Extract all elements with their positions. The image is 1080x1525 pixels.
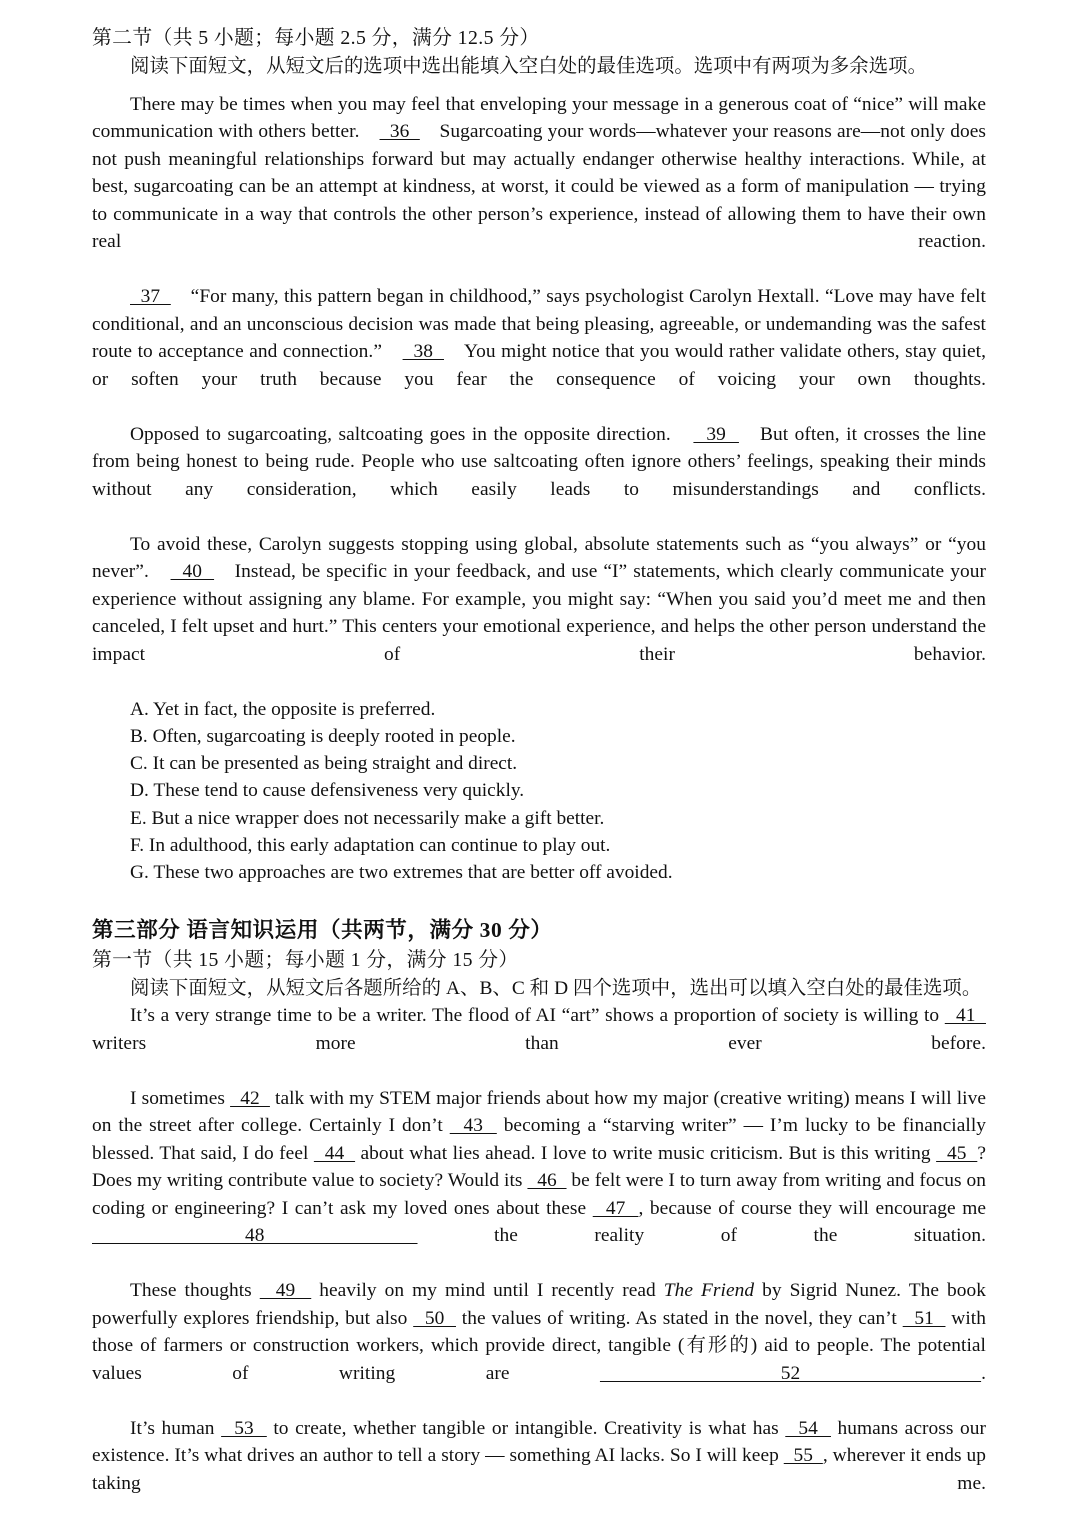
option-item-d: D. These tend to cause defensiveness very quickly. — [130, 780, 525, 802]
answer-blank-41: 41 — [944, 1005, 986, 1027]
answer-blank-36: 36 — [379, 121, 420, 142]
passage-paragraph-4: To avoid these, Carolyn suggests stopping using global, absolute statements such as “you always” or “you never”. 40 Instead, be specific in your feedback, and use “I” statements, which clearly communicate your experience without assigning any blame. For example, you might say: “When you said you’d meet me and then canceled, I felt upset and hurt.” This centers your emotional experience, and helps the other person understand the impact of their behavior. — [92, 533, 986, 665]
answer-blank-51: 51 — [902, 1307, 946, 1329]
answer-blank-47: 47 — [592, 1197, 639, 1219]
answer-blank-40: 40 — [170, 561, 215, 582]
passage-paragraph-1: There may be times when you may feel that enveloping your message in a generous coat of “nice” will make communication with others better. 36 Sugarcoating your words—whatever your reasons are—not only does not push meaningful relationships forward but may actually endanger otherwise healthy interactions. While, at best, sugarcoating can be an attempt at kindness, at worst, it could be viewed as a form of manipulation — trying to communicate in a way that controls the other person’s experience, instead of allowing them to have their own real reaction. — [92, 93, 986, 252]
answer-blank-45: 45 — [936, 1142, 978, 1164]
part-three-instruction: 阅读下面短文，从短文后各题所给的 A、B、C 和 D 四个选项中，选出可以填入空白处的最佳选项。 — [130, 977, 982, 999]
answer-blank-44: 44 — [313, 1142, 356, 1164]
section-two-instruction: 阅读下面短文，从短文后的选项中选出能填入空白处的最佳选项。选项中有两项为多余选项。 — [130, 56, 928, 77]
cloze-paragraph-4 — [92, 1415, 986, 1525]
book-title: The Friend — [663, 1280, 755, 1302]
answer-blank-38: 38 — [402, 341, 444, 362]
answer-blank-50: 50 — [413, 1307, 456, 1329]
cloze-text-segment: I sometimes 42 talk with my STEM major friends about how my major (creative writing) means I will live on the street after college. Certainly I don’t 43 becoming a “starving writer” — I’m lucky to be financially blessed. That said, I do feel 44 about what lies ahead. I love to write music criticism. But is this writing 45 ? Does my writing contribute value to society? Would its 46 be felt were I to turn away from writing and focus on coding or engineering? I can’t ask my loved ones about these 47 , because of course they will encourage me 48 the reality of the situation. — [92, 1087, 986, 1247]
passage-paragraph-3: Opposed to sugarcoating, saltcoating goes in the opposite direction. 39 But often, it crosses the line from being honest to being rude. People who use saltcoating often ignore others’ feelings, speaking their minds without any consideration, which easily leads to misunderstandings and conflicts. — [92, 423, 986, 500]
section-two-heading: 第二节（共 5 小题；每小题 2.5 分，满分 12.5 分） — [92, 27, 540, 49]
answer-blank-46: 46 — [527, 1170, 567, 1192]
spacer — [92, 81, 986, 91]
answer-blank-37: 37 — [130, 286, 171, 307]
passage-paragraph-2: 37 “For many, this pattern began in childhood,” says psychologist Carolyn Hextall. “Love may have felt conditional, and an unconscious decision was made that being pleasing, agreeable, or undemanding was the safest route to acceptance and connection.” 38 You might notice that you would rather validate others, stay quiet, or soften your truth because you fear the consequence of voicing your own thoughts. — [92, 286, 986, 390]
answer-blank-49: 49 — [259, 1280, 312, 1302]
option-item-g: G. These two approaches are two extremes that are better off avoided. — [130, 862, 673, 884]
spacer — [92, 887, 986, 915]
page-content — [92, 24, 986, 1525]
option-item-a: A. Yet in fact, the opposite is preferred. — [130, 698, 436, 720]
cloze-text-segment: These thoughts 49 heavily on my mind until I recently read — [130, 1280, 664, 1302]
cloze-paragraph-1 — [92, 1002, 986, 1085]
answer-blank-52: 52 — [599, 1362, 982, 1384]
cloze-text-segment: It’s human 53 to create, whether tangible or intangible. Creativity is what has 54 humans across our existence. It’s what drives an author to tell a story — something AI lacks. So I will keep 55 , wherever it ends up taking me. — [92, 1417, 986, 1494]
answer-blank-42: 42 — [230, 1087, 270, 1109]
cloze-paragraph-3 — [92, 1277, 986, 1415]
option-item-c: C. It can be presented as being straight and direct. — [130, 753, 518, 775]
cloze-text-segment: by Sigrid Nunez. The book powerfully explores friendship, but also 50 the values of writing. As stated in the novel, they can’t 51 with those of farmers or construction workers, which provide direct, tangible (有形的) aid to people. The potential values of writing are 52 . — [92, 1280, 986, 1384]
answer-blank-39: 39 — [693, 423, 739, 445]
answer-blank-48: 48 — [92, 1225, 418, 1247]
cloze-paragraph-2 — [92, 1085, 986, 1278]
answer-blank-43: 43 — [449, 1115, 497, 1137]
answer-blank-53: 53 — [221, 1417, 267, 1439]
part-three-heading: 第三部分 语言知识运用（共两节，满分 30 分） — [92, 917, 553, 942]
answer-blank-55: 55 — [783, 1445, 823, 1467]
option-item-e: E. But a nice wrapper does not necessarily make a gift better. — [130, 807, 605, 829]
cloze-text-segment: It’s a very strange time to be a writer. The flood of AI “art” shows a proportion of society is willing to 41 writers more than ever before. — [92, 1005, 986, 1054]
option-item-b: B. Often, sugarcoating is deeply rooted in people. — [130, 725, 516, 747]
answer-blank-54: 54 — [785, 1417, 831, 1439]
option-item-f: F. In adulthood, this early adaptation can continue to play out. — [130, 834, 611, 856]
part-three-section-one-heading: 第一节（共 15 小题；每小题 1 分，满分 15 分） — [92, 948, 519, 971]
